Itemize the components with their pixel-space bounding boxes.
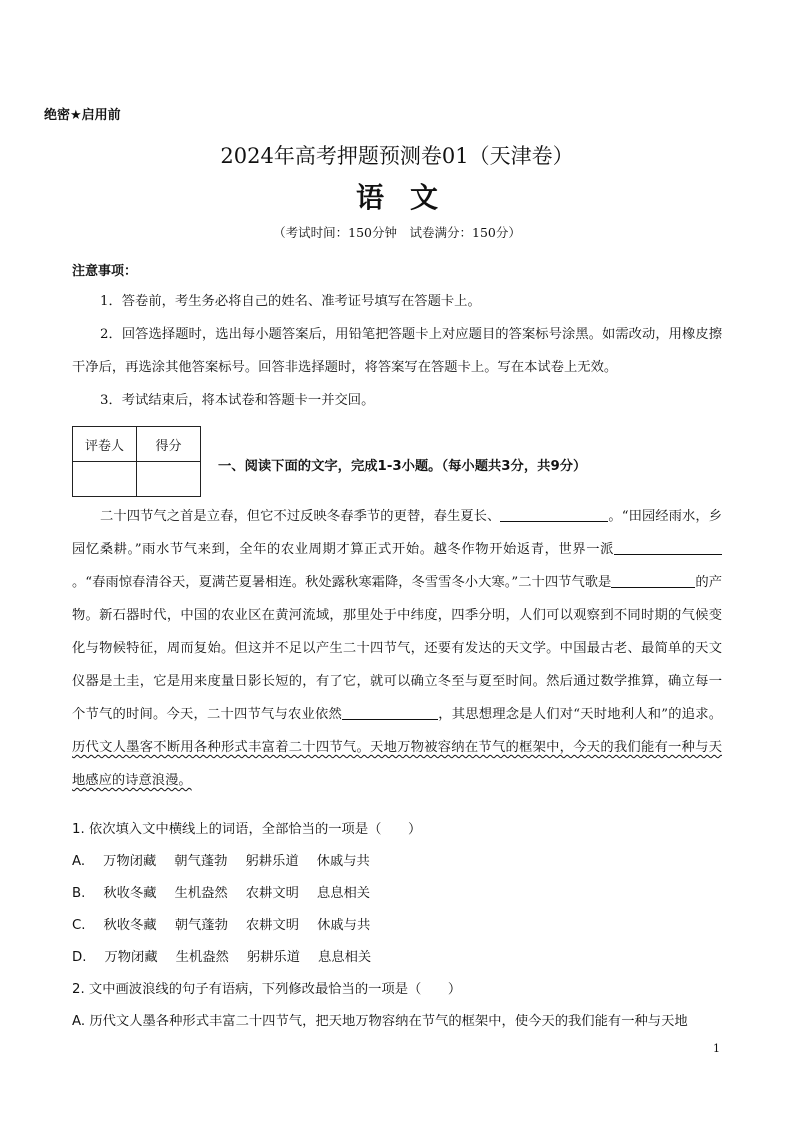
option-word: 躬耕乐道 bbox=[245, 854, 299, 869]
option-word: 朝气蓬勃 bbox=[174, 854, 228, 869]
option-word: 秋收冬藏 bbox=[103, 886, 157, 901]
score-cell bbox=[137, 462, 201, 497]
option-b bbox=[72, 878, 722, 910]
exam-title: 2024年高考押题预测卷01（天津卷） bbox=[220, 144, 574, 168]
wavy-underlined-sentence: 历代文人墨客不断用各种形式丰富着二十四节气。天地万物被容纳在节气的框架中，今天的我们能有一种与天地感应的诗意浪漫。 bbox=[72, 740, 722, 788]
option-word: 秋收冬藏 bbox=[103, 918, 157, 933]
question-2-option-a: A. 历代文人墨各种形式丰富二十四节气，把天地万物容纳在节气的框架中，使今天的我们能有一种与天地 bbox=[72, 1014, 688, 1029]
option-word: 农耕文明 bbox=[245, 918, 300, 933]
option-word: 农耕文明 bbox=[245, 886, 299, 901]
score-table-header: 评卷人 bbox=[73, 427, 137, 462]
passage-text: ，其思想理念是人们对“天时地利人和”的追求。 bbox=[438, 707, 722, 722]
section-title: 一、阅读下面的文字，完成1-3小题。（每小题共3分，共9分） bbox=[218, 459, 587, 474]
option-word: 生机盎然 bbox=[174, 886, 228, 901]
page-number: 1 bbox=[713, 1042, 720, 1055]
option-word: 生机盎然 bbox=[175, 950, 229, 965]
option-letter: C. bbox=[72, 918, 86, 933]
blank-line bbox=[614, 540, 722, 555]
subject-title: 语文 bbox=[355, 181, 464, 214]
grader-cell bbox=[73, 462, 137, 497]
confidential-label: 绝密★启用前 bbox=[44, 108, 121, 123]
notes-list bbox=[72, 285, 722, 417]
blank-line bbox=[342, 705, 438, 720]
option-word: 息息相关 bbox=[316, 886, 371, 901]
question-2: 2. 文中画波浪线的句子有语病，下列修改最恰当的一项是（ ） bbox=[72, 982, 462, 997]
notes-heading: 注意事项： bbox=[72, 264, 138, 279]
passage-text: 。“田园经雨水，乡园忆桑耕。”雨水节气来到，全年的农业周期才算正式开始。越冬作物开始返青，世界一派 bbox=[72, 509, 722, 557]
option-c bbox=[72, 910, 722, 942]
option-word: 休戚与共 bbox=[317, 918, 371, 933]
passage-text: 。“春雨惊春清谷天，夏满芒夏暑相连。秋处露秋寒霜降，冬雪雪冬小大寒。”二十四节气歌是 bbox=[72, 575, 612, 590]
option-word: 万物闭藏 bbox=[103, 854, 157, 869]
passage-text: 的产物。新石器时代，中国的农业区在黄河流域，那里处于中纬度，四季分明，人们可以观察到不同时期的气候变化与物候特征，周而复始。但这并不足以产生二十四节气，还要有发达的天文学。中国最古老、最简单的天文仪器是土圭，它是用来度量日影长短的，有了它，就可以确立冬至与夏至时间。然后通过数学推算，确立每一个节气的时间。今天，二十四节气与农业依然 bbox=[72, 575, 722, 722]
option-letter: B. bbox=[72, 886, 86, 901]
option-word: 休戚与共 bbox=[316, 854, 370, 869]
score-table-header: 得分 bbox=[137, 427, 201, 462]
option-d bbox=[72, 942, 722, 974]
note-item: 1．答卷前，考生务必将自己的姓名、准考证号填写在答题卡上。 bbox=[100, 294, 481, 309]
passage-text: 二十四节气之首是立春，但它不过反映冬春季节的更替，春生夏长、 bbox=[100, 509, 501, 524]
blank-line bbox=[611, 573, 695, 588]
note-item: 2．回答选择题时，选出每小题答案后，用铅笔把答题卡上对应题目的答案标号涂黑。如需改动，用橡皮擦干净后，再选涂其他答案标号。回答非选择题时，将答案写在答题卡上。写在本试卷上无效。 bbox=[72, 327, 722, 375]
option-word: 息息相关 bbox=[318, 950, 372, 965]
question-1: 1. 依次填入文中横线上的词语，全部恰当的一项是（ ） bbox=[72, 822, 422, 837]
questions bbox=[72, 814, 722, 1038]
blank-line bbox=[500, 507, 608, 522]
option-letter: D. bbox=[72, 950, 87, 965]
option-word: 朝气蓬勃 bbox=[174, 918, 228, 933]
score-table bbox=[72, 426, 201, 497]
option-a bbox=[72, 846, 722, 878]
reading-passage bbox=[72, 500, 722, 797]
option-word: 躬耕乐道 bbox=[246, 950, 301, 965]
option-word: 万物闭藏 bbox=[104, 950, 158, 965]
note-item: 3．考试结束后，将本试卷和答题卡一并交回。 bbox=[100, 393, 375, 408]
option-letter: A. bbox=[72, 854, 86, 869]
exam-meta: （考试时间：150分钟 试卷满分：150分） bbox=[273, 225, 521, 240]
